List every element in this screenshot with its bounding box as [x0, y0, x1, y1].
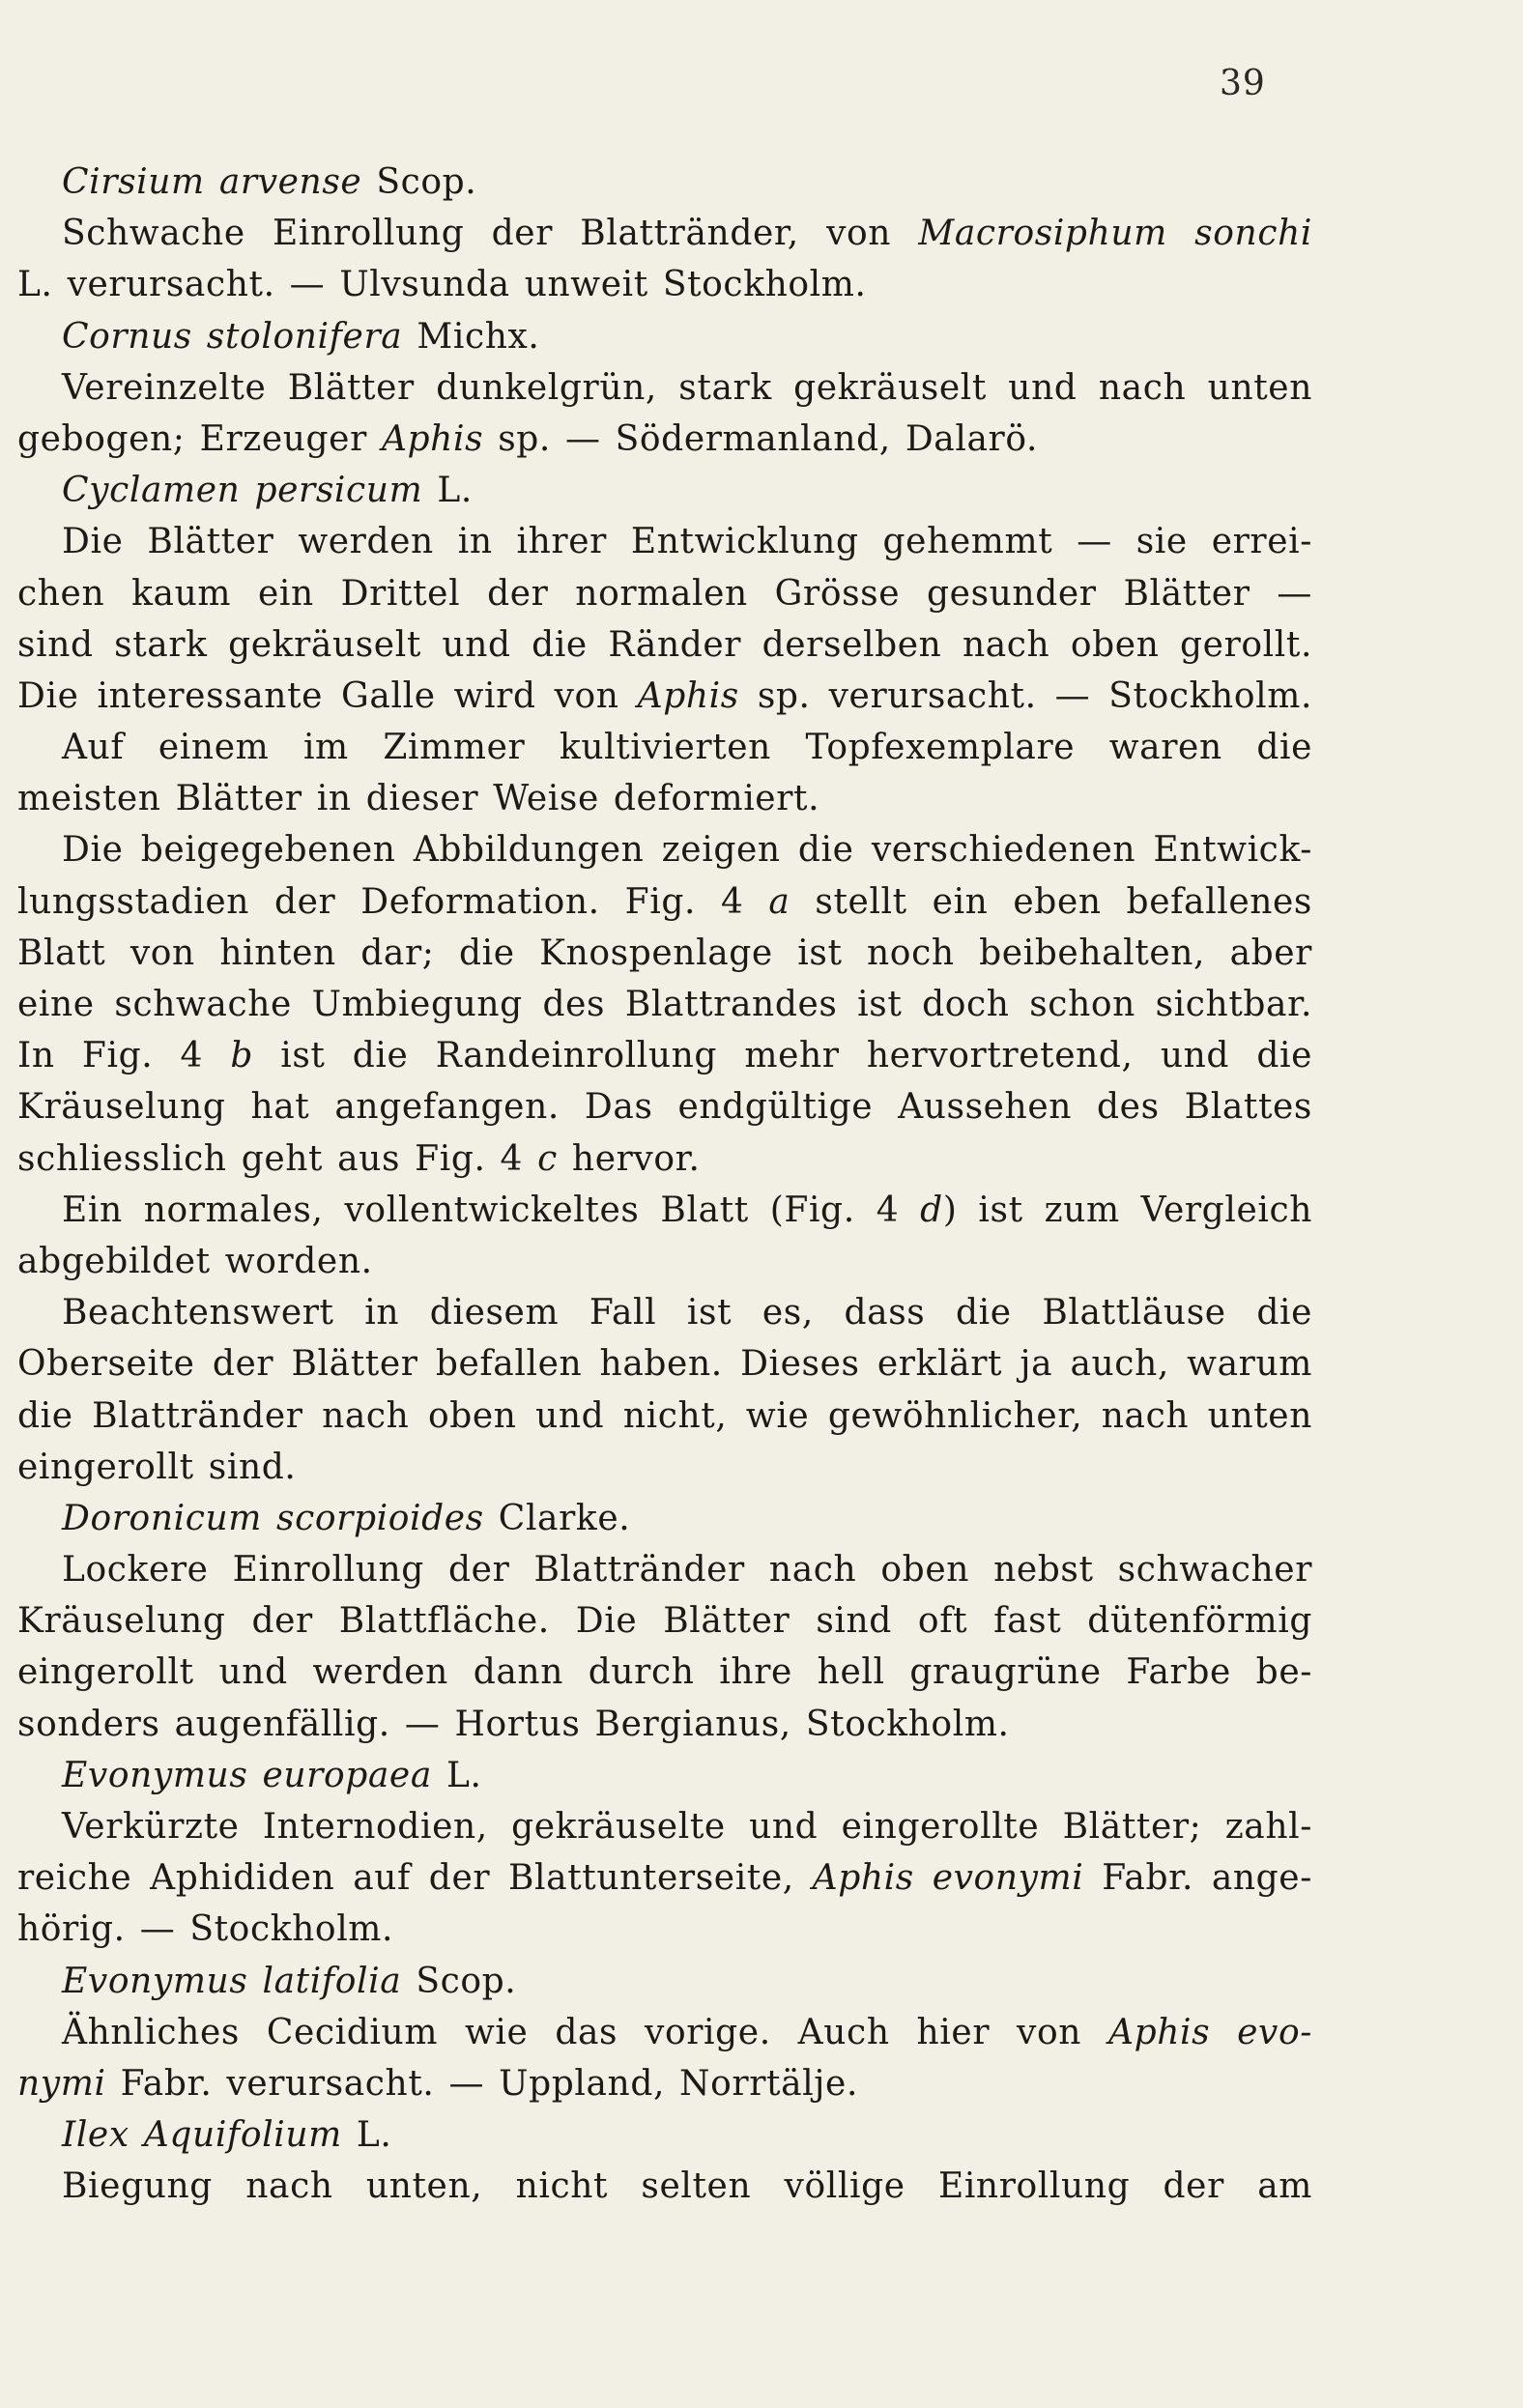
- text-run: Beachtenswert in diesem Fall ist es, dass die Blattläuse die: [62, 1293, 1312, 1333]
- text-run: Kräuselung hat angefangen. Das endgültige Aussehen des Blattes: [17, 1087, 1312, 1128]
- text-line: [17, 1442, 1312, 1493]
- text-run: hörig. — Stockholm.: [17, 1909, 394, 1950]
- page-body-text: [17, 157, 1312, 2213]
- italic-text-run: Cyclamen persicum: [62, 471, 423, 511]
- text-run: Auf einem im Zimmer kultivierten Topfexemplare waren die: [62, 728, 1312, 768]
- text-run: Die beigegebenen Abbildungen zeigen die verschiedenen Entwick-: [62, 830, 1312, 871]
- text-run: sp. — Södermanland, Dalarö.: [483, 418, 1039, 459]
- text-run: sind stark gekräuselt und die Ränder derselben nach oben gerollt.: [17, 624, 1312, 665]
- text-run: Fabr. verursacht. — Uppland, Norrtälje.: [105, 2063, 859, 2104]
- text-line: [17, 259, 1312, 310]
- text-run: Schwache Einrollung der Blattränder, von: [62, 214, 919, 254]
- text-run: abgebildet worden.: [17, 1241, 373, 1281]
- text-run: Clarke.: [483, 1498, 631, 1538]
- text-line: [17, 157, 1312, 208]
- italic-text-run: Aphis: [637, 675, 739, 716]
- text-run: L.: [422, 471, 473, 511]
- text-line: [17, 465, 1312, 516]
- italic-text-run: Macrosiphum sonchi: [918, 214, 1312, 254]
- text-line: [17, 1647, 1312, 1698]
- text-run: Scop.: [361, 162, 477, 202]
- text-line: [17, 208, 1312, 259]
- text-run: reiche Aphididen auf der Blattunterseite,: [17, 1858, 813, 1899]
- text-run: Michx.: [402, 316, 540, 357]
- italic-text-run: Cirsium arvense: [62, 162, 362, 202]
- text-run: Die interessante Galle wird von: [17, 675, 638, 716]
- page-number: 39: [1220, 64, 1266, 103]
- italic-text-run: b: [230, 1036, 253, 1076]
- text-line: [17, 1236, 1312, 1287]
- text-line: [17, 928, 1312, 979]
- text-line: [17, 1338, 1312, 1390]
- text-run: L.: [341, 2115, 392, 2156]
- text-line: [17, 773, 1312, 824]
- text-run: Ein normales, vollentwickeltes Blatt (Fig. 4: [62, 1190, 921, 1230]
- text-run: gebogen; Erzeuger: [17, 418, 382, 459]
- text-line: [17, 362, 1312, 414]
- text-run: meisten Blätter in dieser Weise deformiert.: [17, 779, 820, 819]
- italic-text-run: d: [920, 1190, 943, 1230]
- italic-text-run: a: [768, 881, 790, 922]
- text-line: [17, 311, 1312, 362]
- text-line: [17, 1185, 1312, 1236]
- text-line: [17, 1544, 1312, 1595]
- text-line: [17, 1852, 1312, 1904]
- text-line: [17, 722, 1312, 773]
- text-line: [17, 1904, 1312, 1955]
- text-line: [17, 2161, 1312, 2212]
- italic-text-run: Aphis: [381, 418, 484, 459]
- italic-text-run: Doronicum scorpioides: [62, 1498, 484, 1538]
- text-line: [17, 824, 1312, 875]
- text-run: Verkürzte Internodien, gekräuselte und eingerollte Blätter; zahl-: [62, 1807, 1312, 1847]
- text-line: [17, 1493, 1312, 1544]
- text-run: hervor.: [557, 1138, 701, 1179]
- text-run: die Blattränder nach oben und nicht, wie gewöhnlicher, nach unten: [17, 1395, 1312, 1436]
- text-line: [17, 1030, 1312, 1081]
- text-line: [17, 876, 1312, 928]
- italic-text-run: Evonymus latifolia: [62, 1961, 402, 2001]
- text-line: [17, 2058, 1312, 2109]
- text-run: eingerollt sind.: [17, 1447, 297, 1487]
- text-line: [17, 1133, 1312, 1185]
- italic-text-run: Evonymus europaea: [62, 1755, 432, 1795]
- text-run: lungsstadien der Deformation. Fig. 4: [17, 881, 769, 922]
- italic-text-run: c: [537, 1138, 558, 1179]
- text-run: ) ist zum Vergleich: [942, 1190, 1313, 1230]
- text-run: Lockere Einrollung der Blattränder nach oben nebst schwacher: [62, 1550, 1312, 1591]
- text-line: [17, 1287, 1312, 1338]
- text-run: Biegung nach unten, nicht selten völlige Einrollung der am: [62, 2166, 1312, 2207]
- text-line: [17, 1390, 1312, 1442]
- text-run: In Fig. 4: [17, 1036, 231, 1076]
- text-line: [17, 671, 1312, 722]
- text-line: [17, 516, 1312, 567]
- text-line: [17, 619, 1312, 671]
- text-run: Fabr. ange-: [1083, 1858, 1312, 1899]
- text-run: Oberseite der Blätter befallen haben. Dieses erklärt ja auch, warum: [17, 1344, 1312, 1385]
- text-run: L.: [431, 1755, 482, 1795]
- text-line: [17, 2109, 1312, 2161]
- text-line: [17, 979, 1312, 1030]
- text-run: sonders augenfällig. — Hortus Bergianus, Stockholm.: [17, 1704, 1010, 1744]
- text-line: [17, 1750, 1312, 1801]
- text-run: Blatt von hinten dar; die Knospenlage ist noch beibehalten, aber: [17, 932, 1312, 973]
- text-run: Die Blätter werden in ihrer Entwicklung gehemmt — sie errei-: [62, 522, 1312, 562]
- text-line: [17, 1956, 1312, 2007]
- text-run: ist die Randeinrollung mehr hervortretend, und die: [252, 1036, 1313, 1076]
- text-run: Kräuselung der Blattfläche. Die Blätter sind oft fast dütenförmig: [17, 1601, 1312, 1642]
- italic-text-run: Cornus stolonifera: [62, 316, 403, 357]
- text-run: stellt ein eben befallenes: [790, 881, 1312, 922]
- italic-text-run: Aphis evonymi: [812, 1858, 1084, 1899]
- text-run: chen kaum ein Drittel der normalen Grösse gesunder Blätter —: [17, 573, 1312, 614]
- text-line: [17, 1699, 1312, 1750]
- italic-text-run: Aphis evo-: [1107, 2012, 1313, 2052]
- italic-text-run: nymi: [17, 2063, 106, 2104]
- text-run: Ähnliches Cecidium wie das vorige. Auch hier von: [62, 2012, 1108, 2052]
- text-run: L. verursacht. — Ulvsunda unweit Stockholm.: [17, 265, 867, 305]
- text-line: [17, 1081, 1312, 1132]
- text-run: eine schwache Umbiegung des Blattrandes ist doch schon sichtbar.: [17, 985, 1312, 1024]
- text-line: [17, 1801, 1312, 1852]
- text-line: [17, 414, 1312, 465]
- text-line: [17, 1595, 1312, 1647]
- text-run: schliesslich geht aus Fig. 4: [17, 1138, 538, 1179]
- text-run: Scop.: [401, 1961, 517, 2001]
- italic-text-run: Ilex Aquifolium: [62, 2115, 342, 2156]
- text-line: [17, 568, 1312, 619]
- text-run: sp. verursacht. — Stockholm.: [738, 675, 1312, 716]
- text-line: [17, 2007, 1312, 2058]
- text-run: Vereinzelte Blätter dunkelgrün, stark gekräuselt und nach unten: [62, 367, 1312, 408]
- text-run: eingerollt und werden dann durch ihre hell graugrüne Farbe be-: [17, 1652, 1312, 1693]
